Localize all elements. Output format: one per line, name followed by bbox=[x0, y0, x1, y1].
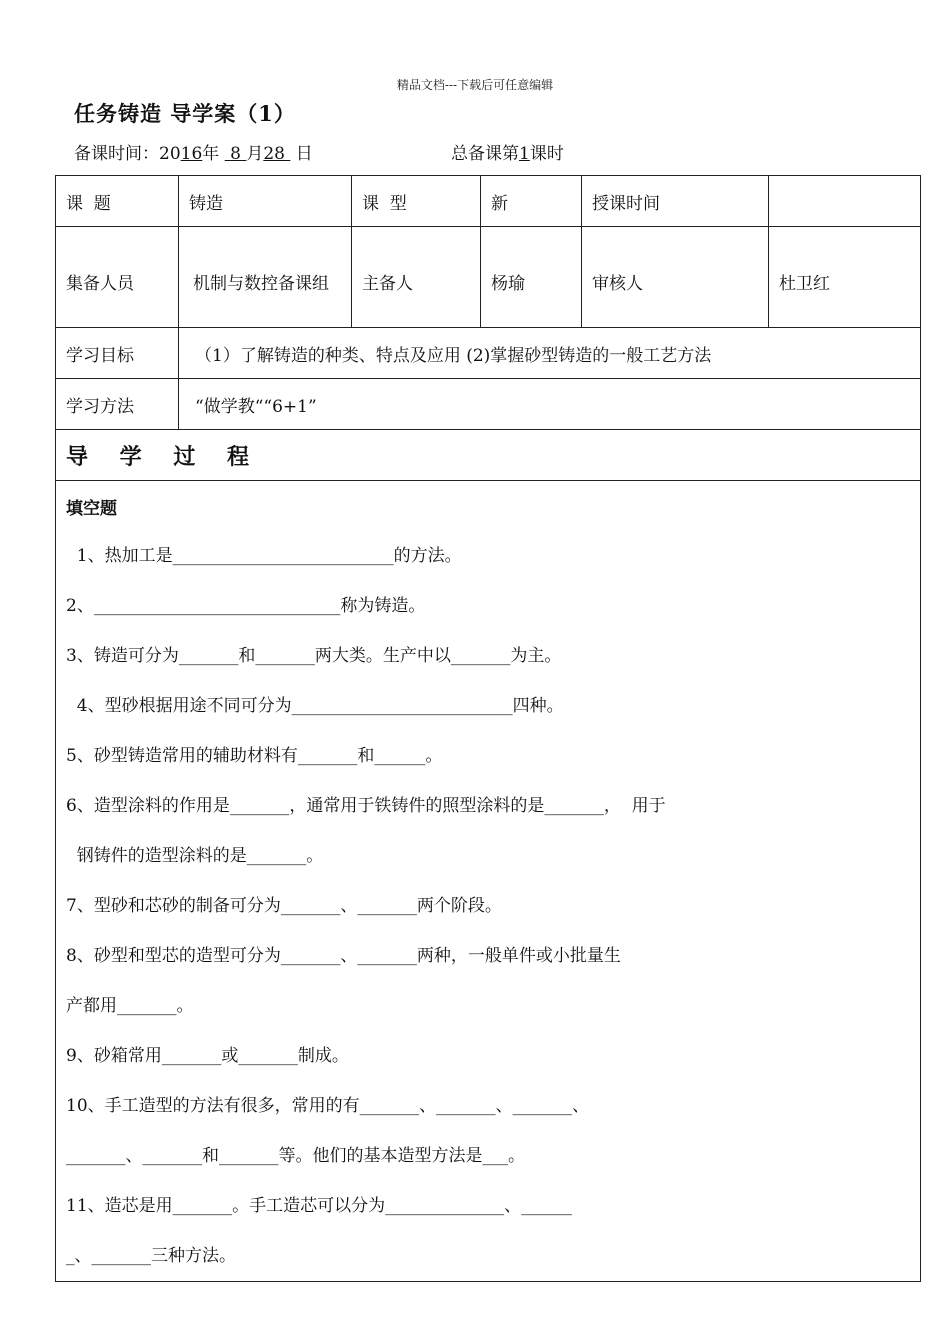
process-heading: 导 学 过 程 bbox=[56, 430, 921, 481]
lead-value: 杨瑜 bbox=[481, 227, 582, 328]
table-row bbox=[56, 227, 921, 328]
type-value: 新 bbox=[481, 176, 582, 227]
exercise-line: 8、砂型和型芯的造型可分为_______、_______两种，一般单件或小批量生 bbox=[66, 946, 621, 966]
exercise-line: 4、型砂根据用途不同可分为__________________________四种。 bbox=[66, 696, 564, 716]
exercise-line: _______、_______和_______等。他们的基本造型方法是___。 bbox=[66, 1146, 525, 1166]
prep-month-unit: 月 bbox=[246, 144, 264, 164]
group-value: 机制与数控备课组 bbox=[179, 227, 352, 328]
exercise-line: 产都用_______。 bbox=[66, 996, 194, 1016]
goal-label: 学习目标 bbox=[56, 328, 179, 379]
prep-month: 8 bbox=[230, 144, 241, 164]
table-row bbox=[56, 481, 921, 1282]
prep-year: 16 bbox=[180, 144, 203, 164]
prep-year-unit: 年 bbox=[202, 144, 220, 164]
exercise-line: 9、砂箱常用_______或_______制成。 bbox=[66, 1046, 349, 1066]
prep-info bbox=[74, 139, 894, 164]
method-text: “做学教““6+1” bbox=[179, 379, 921, 430]
topic-label: 课 题 bbox=[56, 176, 179, 227]
reviewer-value: 杜卫红 bbox=[769, 227, 921, 328]
class-time-label: 授课时间 bbox=[582, 176, 769, 227]
table-row bbox=[56, 430, 921, 481]
lead-label: 主备人 bbox=[352, 227, 481, 328]
table-row bbox=[56, 379, 921, 430]
exercise-line: 10、手工造型的方法有很多，常用的有_______、_______、_______、 bbox=[66, 1096, 590, 1116]
exercise-section bbox=[56, 481, 921, 1282]
prep-day: 28 bbox=[263, 144, 285, 164]
exercise-line: 5、砂型铸造常用的辅助材料有_______和______。 bbox=[66, 746, 443, 766]
prep-time-label: 备课时间：20 bbox=[74, 144, 181, 164]
exercise-line: 3、铸造可分为_______和_______两大类。生产中以_______为主。 bbox=[66, 646, 562, 666]
page-title: 任务铸造 导学案（1） bbox=[74, 101, 296, 126]
exercise-line: 1、热加工是__________________________的方法。 bbox=[66, 546, 462, 566]
goal-text: （1）了解铸造的种类、特点及应用 (2)掌握砂型铸造的一般工艺方法 bbox=[179, 328, 921, 379]
class-time-value bbox=[769, 176, 921, 227]
exercise-list bbox=[66, 531, 910, 1281]
exercise-line: 7、型砂和芯砂的制备可分为_______、_______两个阶段。 bbox=[66, 896, 502, 916]
total-lessons: 总备课第1课时 bbox=[451, 144, 564, 164]
exercise-title: 填空题 bbox=[66, 499, 117, 519]
type-label: 课 型 bbox=[352, 176, 481, 227]
exercise-line: 11、造芯是用_______。手工造芯可以分为______________、______ bbox=[66, 1196, 573, 1216]
table-row bbox=[56, 328, 921, 379]
exercise-line: 钢铸件的造型涂料的是_______。 bbox=[66, 846, 324, 866]
topic-value: 铸造 bbox=[179, 176, 352, 227]
exercise-line: 6、造型涂料的作用是_______，通常用于铁铸件的照型涂料的是_______， 用于 bbox=[66, 796, 666, 816]
group-label: 集备人员 bbox=[56, 227, 179, 328]
exercise-line: _、_______三种方法。 bbox=[66, 1246, 236, 1266]
lesson-plan-table bbox=[55, 175, 921, 1282]
reviewer-label: 审核人 bbox=[582, 227, 769, 328]
prep-day-unit: 日 bbox=[295, 144, 313, 164]
method-label: 学习方法 bbox=[56, 379, 179, 430]
exercise-line: 2、_____________________________称为铸造。 bbox=[66, 596, 426, 616]
table-row bbox=[56, 176, 921, 227]
watermark: 精品文档---下载后可任意编辑 bbox=[396, 78, 554, 92]
